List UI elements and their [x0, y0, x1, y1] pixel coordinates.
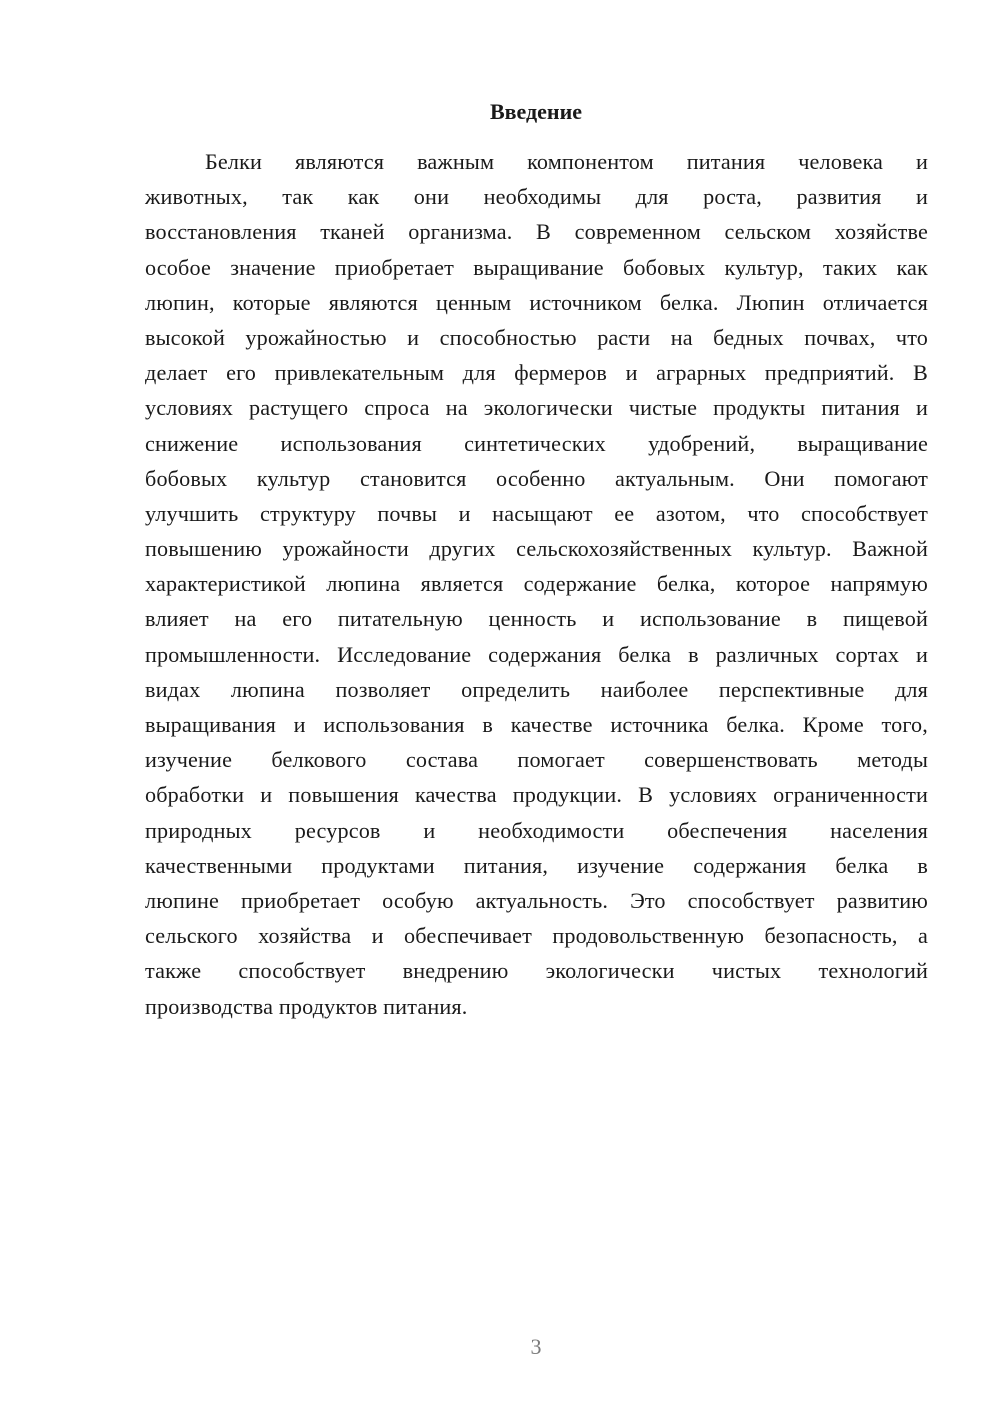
paragraph-line: снижение использования синтетических удобрений, выращивание	[145, 430, 928, 456]
paragraph-line: условиях растущего спроса на экологически чистые продукты питания и	[145, 395, 928, 421]
paragraph-line: сельского хозяйства и обеспечивает продовольственную безопасность, а	[145, 923, 928, 949]
paragraph-line: природных ресурсов и необходимости обеспечения населения	[145, 817, 928, 843]
paragraph-line: делает его привлекательным для фермеров и аграрных предприятий. В	[145, 360, 928, 386]
paragraph-line: обработки и повышения качества продукции. В условиях ограниченности	[145, 782, 928, 808]
paragraph-line: производства продуктов питания.	[145, 993, 468, 1019]
paragraph-line: животных, так как они необходимы для роста, развития и	[145, 184, 928, 210]
paragraph-line: восстановления тканей организма. В современном сельском хозяйстве	[145, 219, 928, 245]
body-paragraph	[145, 144, 928, 1024]
paragraph-line: влияет на его питательную ценность и использование в пищевой	[145, 606, 928, 632]
paragraph-line: выращивания и использования в качестве источника белка. Кроме того,	[145, 712, 928, 737]
page-number: 3	[530, 1334, 542, 1359]
paragraph-line: изучение белкового состава помогает совершенствовать методы	[145, 747, 928, 773]
paragraph-line: особое значение приобретает выращивание бобовых культур, таких как	[145, 254, 928, 280]
paragraph-line: высокой урожайностью и способностью расти на бедных почвах, что	[145, 324, 928, 350]
paragraph-line: улучшить структуру почвы и насыщают ее азотом, что способствует	[145, 500, 928, 526]
paragraph-line: качественными продуктами питания, изучение содержания белка в	[145, 852, 928, 878]
paragraph-line: Белки являются важным компонентом питания человека и	[205, 149, 928, 174]
paragraph-line: промышленности. Исследование содержания белка в различных сортах и	[145, 641, 928, 667]
paragraph-line: видах люпина позволяет определить наиболее перспективные для	[145, 676, 928, 702]
section-heading: Введение	[489, 99, 583, 124]
paragraph-line: повышению урожайности других сельскохозяйственных культур. Важной	[145, 536, 928, 562]
paragraph-line: люпин, которые являются ценным источником белка. Люпин отличается	[145, 289, 928, 315]
paragraph-line: характеристикой люпина является содержание белка, которое напрямую	[145, 571, 928, 597]
paragraph-line: бобовых культур становится особенно актуальным. Они помогают	[145, 465, 928, 491]
paragraph-line: также способствует внедрению экологически чистых технологий	[145, 958, 928, 984]
paragraph-line: люпине приобретает особую актуальность. Это способствует развитию	[145, 887, 928, 913]
